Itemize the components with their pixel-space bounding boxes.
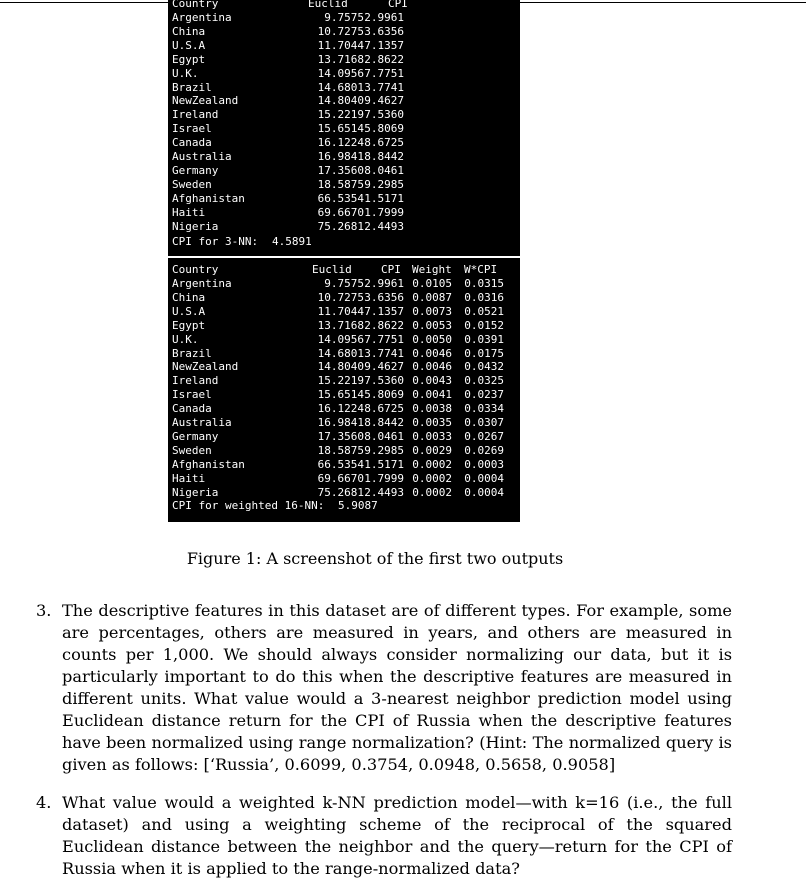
question-4 bbox=[36, 792, 732, 880]
cell-country: U.K. bbox=[172, 332, 199, 346]
cell-weight: 0.0035 bbox=[412, 416, 452, 429]
cell-euclid: 11.7044 bbox=[317, 304, 364, 318]
cell-country: Brazil bbox=[172, 346, 212, 360]
cell-country: Haiti bbox=[172, 205, 206, 219]
question-number: 3. bbox=[36, 601, 52, 620]
cell-wcpi: 0.0004 bbox=[464, 471, 504, 485]
header-euclid: Euclid bbox=[312, 263, 352, 276]
table-row bbox=[168, 402, 520, 416]
cell-euclid: 66.5354 bbox=[317, 457, 364, 471]
question-3 bbox=[36, 600, 732, 776]
table-row bbox=[168, 94, 520, 108]
header-weight: Weight bbox=[412, 263, 452, 276]
cell-euclid: 17.3560 bbox=[317, 429, 364, 443]
cell-euclid: 14.0956 bbox=[317, 332, 364, 346]
result-line bbox=[168, 499, 520, 513]
cell-euclid: 18.5875 bbox=[317, 177, 364, 191]
cell-weight: 0.0002 bbox=[412, 457, 452, 471]
figure-caption: Figure 1: A screenshot of the first two outputs bbox=[186, 549, 564, 568]
cell-cpi: 9.4627 bbox=[364, 360, 404, 374]
cell-euclid: 75.2681 bbox=[317, 219, 364, 233]
table-row bbox=[168, 220, 520, 234]
cell-cpi: 2.8622 bbox=[364, 318, 404, 332]
cell-country: Israel bbox=[172, 388, 212, 402]
cell-wcpi: 0.0325 bbox=[464, 374, 504, 388]
cell-euclid: 13.7168 bbox=[317, 318, 364, 332]
cell-cpi: 7.7751 bbox=[364, 332, 404, 346]
table-row bbox=[168, 67, 520, 81]
cell-wcpi: 0.0269 bbox=[464, 443, 504, 457]
result-value: 5.9087 bbox=[338, 499, 378, 512]
cell-country: Egypt bbox=[172, 318, 206, 332]
cell-country: China bbox=[172, 24, 206, 38]
cell-country: Sweden bbox=[172, 443, 212, 457]
cell-country: Germany bbox=[172, 163, 219, 177]
table-row bbox=[168, 458, 520, 472]
cell-country: Haiti bbox=[172, 471, 206, 485]
table-row bbox=[168, 150, 520, 164]
cell-cpi: 2.4493 bbox=[364, 485, 404, 499]
cell-cpi: 5.8069 bbox=[364, 388, 404, 402]
cell-country: Ireland bbox=[172, 374, 219, 388]
cell-cpi: 5.8069 bbox=[364, 122, 404, 136]
table-row bbox=[168, 277, 520, 291]
cell-euclid: 69.6670 bbox=[317, 205, 364, 219]
cell-country: U.K. bbox=[172, 66, 199, 80]
cell-cpi: 9.2985 bbox=[364, 443, 404, 457]
cell-cpi: 9.2985 bbox=[364, 177, 404, 191]
cell-wcpi: 0.0003 bbox=[464, 457, 504, 471]
cell-weight: 0.0046 bbox=[412, 346, 452, 360]
cell-cpi: 1.7999 bbox=[364, 471, 404, 485]
cell-cpi: 9.4627 bbox=[364, 94, 404, 108]
table-row bbox=[168, 305, 520, 319]
cell-wcpi: 0.0175 bbox=[464, 346, 504, 360]
cell-country: NewZealand bbox=[172, 360, 239, 374]
cell-euclid: 14.8040 bbox=[317, 94, 364, 108]
table-row bbox=[168, 39, 520, 53]
cell-cpi: 8.0461 bbox=[364, 429, 404, 443]
cell-cpi: 2.4493 bbox=[364, 219, 404, 233]
table-row bbox=[168, 388, 520, 402]
table-row bbox=[168, 416, 520, 430]
cell-weight: 0.0053 bbox=[412, 318, 452, 332]
cell-euclid: 15.6514 bbox=[317, 388, 364, 402]
cell-euclid: 11.7044 bbox=[317, 38, 364, 52]
cell-country: China bbox=[172, 290, 206, 304]
table-header bbox=[168, 263, 520, 277]
cell-country: Sweden bbox=[172, 177, 212, 191]
cell-euclid: 16.1224 bbox=[317, 136, 364, 150]
cell-weight: 0.0041 bbox=[412, 388, 452, 402]
table-row bbox=[168, 122, 520, 136]
cell-euclid: 16.9841 bbox=[317, 150, 364, 163]
cell-euclid: 15.6514 bbox=[317, 122, 364, 136]
cell-euclid: 9.7575 bbox=[324, 277, 364, 290]
cell-country: Afghanistan bbox=[172, 191, 245, 205]
cell-cpi: 2.8622 bbox=[364, 52, 404, 66]
table-row bbox=[168, 164, 520, 178]
table-row bbox=[168, 444, 520, 458]
cell-wcpi: 0.0334 bbox=[464, 402, 504, 416]
cell-euclid: 17.3560 bbox=[317, 163, 364, 177]
cell-wcpi: 0.0267 bbox=[464, 429, 504, 443]
cell-cpi: 8.8442 bbox=[364, 416, 404, 429]
cell-cpi: 8.8442 bbox=[364, 150, 404, 163]
table-row bbox=[168, 347, 520, 361]
table-row bbox=[168, 53, 520, 67]
header-euclid: Euclid bbox=[308, 0, 348, 10]
cell-country: Argentina bbox=[172, 277, 232, 290]
table-row bbox=[168, 472, 520, 486]
cell-cpi: 7.7751 bbox=[364, 66, 404, 80]
cell-cpi: 1.7999 bbox=[364, 205, 404, 219]
table-row bbox=[168, 291, 520, 305]
header-country: Country bbox=[172, 0, 219, 10]
cell-cpi: 3.7741 bbox=[364, 80, 404, 94]
cell-euclid: 66.5354 bbox=[317, 191, 364, 205]
cell-country: Germany bbox=[172, 429, 219, 443]
terminal-output-weighted-16nn bbox=[168, 258, 520, 522]
table-row bbox=[168, 374, 520, 388]
cell-cpi: 3.6356 bbox=[364, 24, 404, 38]
cell-wcpi: 0.0521 bbox=[464, 304, 504, 318]
cell-country: Afghanistan bbox=[172, 457, 245, 471]
header-cpi: CPI bbox=[388, 0, 408, 10]
cell-cpi: 2.9961 bbox=[364, 11, 404, 24]
cell-weight: 0.0105 bbox=[412, 277, 452, 290]
cell-euclid: 69.6670 bbox=[317, 471, 364, 485]
cell-weight: 0.0043 bbox=[412, 374, 452, 388]
cell-wcpi: 0.0316 bbox=[464, 290, 504, 304]
cell-country: Australia bbox=[172, 150, 232, 163]
cell-euclid: 14.8040 bbox=[317, 360, 364, 374]
cell-country: Brazil bbox=[172, 80, 212, 94]
table-row bbox=[168, 206, 520, 220]
cell-cpi: 2.9961 bbox=[364, 277, 404, 290]
cell-cpi: 7.5360 bbox=[364, 108, 404, 122]
cell-euclid: 15.2219 bbox=[317, 108, 364, 122]
cell-weight: 0.0046 bbox=[412, 360, 452, 374]
cell-weight: 0.0050 bbox=[412, 332, 452, 346]
cell-euclid: 16.1224 bbox=[317, 402, 364, 416]
cell-weight: 0.0087 bbox=[412, 290, 452, 304]
table-row bbox=[168, 319, 520, 333]
cell-euclid: 15.2219 bbox=[317, 374, 364, 388]
cell-euclid: 18.5875 bbox=[317, 443, 364, 457]
cell-cpi: 3.7741 bbox=[364, 346, 404, 360]
question-text: What value would a weighted k-NN prediction model—with k=16 (i.e., the full dataset) and using a weighting scheme of the reciprocal of the squared Euclidean distance between the neighbor and the query—return for the CPI of Russia when it is applied to the range-normalized data? bbox=[62, 793, 732, 878]
table-row bbox=[168, 178, 520, 192]
cell-country: Argentina bbox=[172, 11, 232, 24]
result-value: 4.5891 bbox=[272, 235, 312, 248]
cell-cpi: 3.6356 bbox=[364, 290, 404, 304]
cell-wcpi: 0.0307 bbox=[464, 416, 504, 429]
cell-weight: 0.0038 bbox=[412, 402, 452, 416]
cell-wcpi: 0.0152 bbox=[464, 318, 504, 332]
cell-weight: 0.0002 bbox=[412, 485, 452, 499]
cell-wcpi: 0.0391 bbox=[464, 332, 504, 346]
cell-country: Canada bbox=[172, 402, 212, 416]
table-row bbox=[168, 81, 520, 95]
header-country: Country bbox=[172, 263, 219, 276]
table-row bbox=[168, 360, 520, 374]
result-label: CPI for 3-NN: bbox=[172, 235, 259, 248]
cell-cpi: 7.5360 bbox=[364, 374, 404, 388]
cell-cpi: 7.1357 bbox=[364, 304, 404, 318]
cell-country: Israel bbox=[172, 122, 212, 136]
cell-country: Egypt bbox=[172, 52, 206, 66]
table-row bbox=[168, 430, 520, 444]
cell-cpi: 1.5171 bbox=[364, 191, 404, 205]
table-row bbox=[168, 192, 520, 206]
cell-cpi: 7.1357 bbox=[364, 38, 404, 52]
cell-cpi: 1.5171 bbox=[364, 457, 404, 471]
cell-wcpi: 0.0315 bbox=[464, 277, 504, 290]
cell-country: NewZealand bbox=[172, 94, 239, 108]
table-row bbox=[168, 333, 520, 347]
cell-euclid: 9.7575 bbox=[324, 11, 364, 24]
table-row bbox=[168, 486, 520, 500]
header-wcpi: W*CPI bbox=[464, 263, 498, 276]
cell-wcpi: 0.0004 bbox=[464, 485, 504, 499]
cell-euclid: 14.6801 bbox=[317, 80, 364, 94]
cell-weight: 0.0002 bbox=[412, 471, 452, 485]
terminal-output-3nn bbox=[168, 0, 520, 256]
cell-wcpi: 0.0432 bbox=[464, 360, 504, 374]
cell-country: Nigeria bbox=[172, 485, 219, 499]
cell-country: U.S.A bbox=[172, 304, 206, 318]
result-line bbox=[168, 235, 520, 249]
table-header bbox=[168, 0, 520, 11]
cell-country: Ireland bbox=[172, 108, 219, 122]
table-row bbox=[168, 25, 520, 39]
cell-euclid: 14.6801 bbox=[317, 346, 364, 360]
cell-wcpi: 0.0237 bbox=[464, 388, 504, 402]
cell-country: Nigeria bbox=[172, 219, 219, 233]
cell-euclid: 10.7275 bbox=[317, 24, 364, 38]
question-text: The descriptive features in this dataset are of different types. For example, some are percentages, others are measured in years, and others are measured in counts per 1,000. We should always consider normalizing our data, but it is particularly important to do this when the descriptive features are measured in different units. What value would a 3-nearest neighbor prediction model using Euclidean distance return for the CPI of Russia when the descriptive features have been normalized using range normalization? (Hint: The normalized query is given as follows: [‘Russia’, 0.6099, 0.3754, 0.0948, 0.5658, 0.9058] bbox=[62, 601, 732, 774]
question-number: 4. bbox=[36, 793, 52, 812]
cell-weight: 0.0029 bbox=[412, 443, 452, 457]
table-row bbox=[168, 11, 520, 25]
cell-euclid: 10.7275 bbox=[317, 290, 364, 304]
cell-euclid: 14.0956 bbox=[317, 66, 364, 80]
cell-country: Australia bbox=[172, 416, 232, 429]
cell-cpi: 8.0461 bbox=[364, 163, 404, 177]
cell-euclid: 75.2681 bbox=[317, 485, 364, 499]
cell-country: U.S.A bbox=[172, 38, 206, 52]
cell-country: Canada bbox=[172, 136, 212, 150]
table-row bbox=[168, 108, 520, 122]
table-row bbox=[168, 136, 520, 150]
cell-euclid: 13.7168 bbox=[317, 52, 364, 66]
cell-cpi: 8.6725 bbox=[364, 402, 404, 416]
result-label: CPI for weighted 16-NN: bbox=[172, 499, 325, 512]
cell-weight: 0.0073 bbox=[412, 304, 452, 318]
header-cpi: CPI bbox=[381, 263, 401, 276]
cell-euclid: 16.9841 bbox=[317, 416, 364, 429]
cell-cpi: 8.6725 bbox=[364, 136, 404, 150]
cell-weight: 0.0033 bbox=[412, 429, 452, 443]
